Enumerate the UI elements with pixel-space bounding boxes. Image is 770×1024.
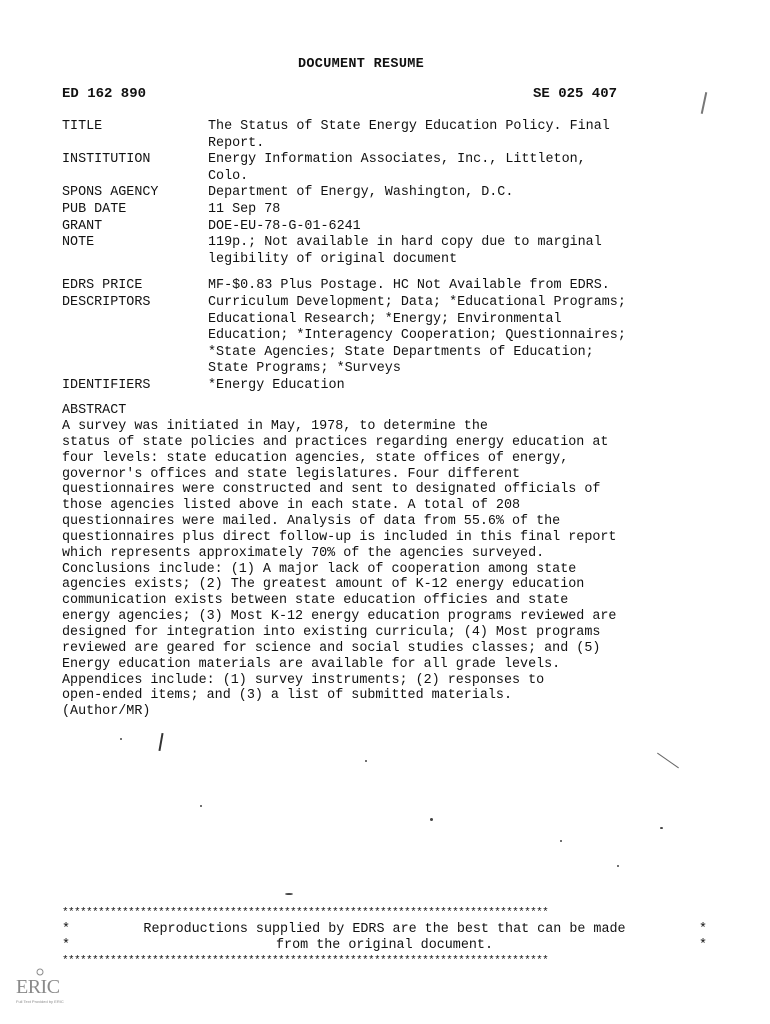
scan-mark	[120, 738, 122, 740]
field-value: MF-$0.83 Plus Postage. HC Not Available from EDRS.	[208, 278, 610, 294]
notice-star-right: *	[698, 938, 707, 953]
abstract-label: ABSTRACT	[62, 403, 127, 418]
field-note	[62, 235, 722, 268]
field-label: PUB DATE	[62, 201, 127, 217]
field-label: INSTITUTION	[62, 152, 151, 168]
scan-mark	[200, 805, 202, 807]
field-pub-date	[62, 202, 722, 219]
field-value: 119p.; Not available in hard copy due to marginal legibility of original document	[208, 235, 602, 267]
notice-row-2	[62, 938, 707, 954]
abstract-text: A survey was initiated in May, 1978, to determine the status of state policies and practices regarding energy education at four levels: state education agencies, state offices of energy, governor's offices and state legislatures. Four different questionnaires were constructed and sent to designated officials of those agencies listed above in each state. A total of 208 questionnaires were mailed. Analysis of data from 55.6% of the questionnaires plus direct follow-up is included in this final report which represents approximately 70% of the agencies surveyed. Conclusions include: (1) A major lack of cooperation among state agencies exists; (2) The greatest amount of K-12 energy education communication exists between state education officies and state energy agencies; (3) Most K-12 energy education programs reviewed are designed for integration into existing curricula; (4) Most programs reviewed are geared for science and social studies classes; and (5) Energy education materials are available for all grade levels. Appendices include: (1) survey instruments; (2) responses to open-ended items; and (3) a list of submitted materials. (Author/MR)	[62, 419, 617, 720]
notice-star-right: *	[698, 922, 707, 937]
spacer	[62, 268, 722, 278]
notice-star-left: *	[62, 938, 71, 953]
field-title	[62, 119, 722, 152]
star-border-top: *********************************************************************************	[62, 907, 549, 919]
scan-mark	[657, 753, 679, 769]
eric-logo-text: ERIC	[16, 976, 60, 998]
eric-logo-subtext: Full Text Provided by ERIC	[16, 999, 64, 1004]
field-identifiers	[62, 378, 722, 395]
notice-line-1: Reproductions supplied by EDRS are the best that can be made	[143, 922, 626, 937]
field-label: NOTE	[62, 235, 95, 251]
reproduction-notice	[62, 922, 707, 954]
se-number: SE 025 407	[533, 86, 618, 102]
star-border-bottom: *********************************************************************************	[62, 955, 549, 967]
field-value: Curriculum Development; Data; *Educational Programs; Educational Research; *Energy; Environmental Education; *Interagency Cooperation; Questionnaires; *State Agencies; State Departments of Education; State Programs; *Surveys	[208, 294, 626, 377]
scan-mark	[365, 760, 367, 762]
scan-mark	[158, 733, 163, 751]
scan-mark	[560, 840, 562, 842]
scan-mark	[430, 818, 433, 821]
scan-mark	[617, 865, 619, 867]
field-value: 11 Sep 78	[208, 201, 281, 217]
field-value: DOE-EU-78-G-01-6241	[208, 218, 361, 234]
scan-mark	[701, 92, 708, 114]
field-label: TITLE	[62, 119, 103, 134]
field-edrs-price	[62, 278, 722, 295]
scan-mark	[660, 827, 663, 829]
field-value: *Energy Education	[208, 377, 345, 393]
field-spons-agency	[62, 185, 722, 202]
scan-mark	[285, 893, 293, 895]
notice-star-left: *	[62, 922, 71, 937]
notice-line-2: from the original document.	[276, 938, 493, 953]
field-label: IDENTIFIERS	[62, 377, 151, 393]
metadata-fields	[62, 119, 722, 395]
ed-number: ED 162 890	[62, 86, 147, 102]
field-label: DESCRIPTORS	[62, 294, 151, 310]
field-descriptors	[62, 295, 722, 378]
field-institution	[62, 152, 722, 185]
field-value: Energy Information Associates, Inc., Littleton, Colo.	[208, 152, 586, 184]
notice-row-1	[62, 922, 707, 938]
field-value: The Status of State Energy Education Policy. Final Report.	[208, 119, 610, 151]
field-label: EDRS PRICE	[62, 278, 143, 294]
field-label: SPONS AGENCY	[62, 185, 159, 201]
field-label: GRANT	[62, 218, 103, 234]
field-value: Department of Energy, Washington, D.C.	[208, 185, 514, 201]
field-grant	[62, 219, 722, 236]
document-title: DOCUMENT RESUME	[298, 57, 425, 72]
